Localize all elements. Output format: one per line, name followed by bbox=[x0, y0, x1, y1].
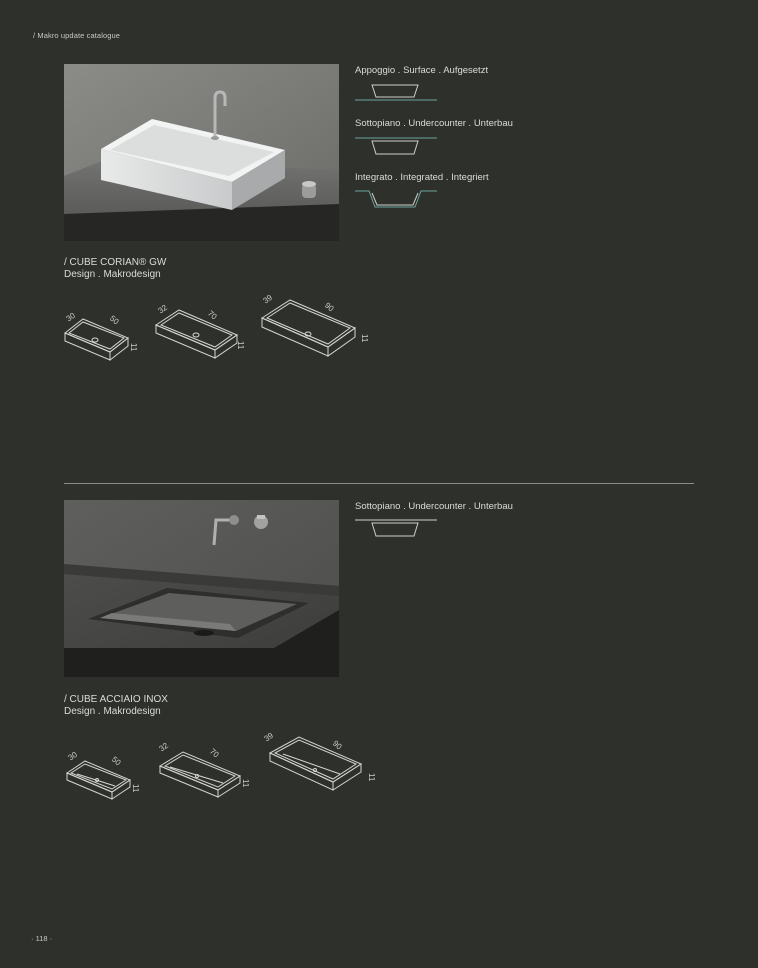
inox-dim-height-small: 11 bbox=[131, 784, 140, 793]
section-divider bbox=[64, 483, 694, 484]
dim-width-large: 90 bbox=[322, 300, 336, 314]
install-label-undercounter-2: Sottopiano . Undercounter . Unterbau bbox=[355, 501, 513, 512]
inox-size-drawing-large bbox=[270, 737, 361, 790]
corian-basin-photo bbox=[64, 64, 339, 241]
dim-depth-medium: 32 bbox=[156, 302, 169, 316]
dim-height-medium: 11 bbox=[236, 341, 245, 350]
product-designer-inox: Design . Makrodesign bbox=[64, 706, 161, 717]
inox-size-drawing-medium bbox=[160, 752, 240, 797]
inox-dim-depth-large: 39 bbox=[262, 730, 275, 744]
size-drawing-medium bbox=[156, 310, 237, 358]
dim-depth-large: 39 bbox=[261, 292, 274, 306]
undercounter-basin-icon bbox=[355, 135, 437, 157]
dim-width-small: 50 bbox=[107, 313, 121, 327]
size-drawing-small bbox=[65, 319, 128, 360]
dim-width-medium: 70 bbox=[205, 308, 219, 322]
undercounter-basin-icon bbox=[355, 517, 437, 539]
integrated-basin-icon bbox=[355, 188, 437, 210]
install-label-surface: Appoggio . Surface . Aufgesetzt bbox=[355, 65, 489, 76]
inox-dim-depth-small: 30 bbox=[66, 749, 79, 763]
install-label-undercounter: Sottopiano . Undercounter . Unterbau bbox=[355, 118, 513, 129]
running-head: / Makro update catalogue bbox=[33, 31, 121, 40]
inox-dim-width-large: 90 bbox=[330, 738, 344, 752]
inox-dim-width-small: 50 bbox=[109, 754, 123, 768]
size-drawing-large bbox=[262, 300, 355, 356]
dim-height-large: 11 bbox=[360, 334, 369, 343]
corian-size-drawings bbox=[55, 290, 385, 375]
product-title-inox: / CUBE ACCIAIO INOX bbox=[64, 694, 168, 705]
inox-dim-height-medium: 11 bbox=[241, 779, 250, 788]
product-designer-corian: Design . Makrodesign bbox=[64, 269, 161, 280]
page-number: · 118 · bbox=[31, 934, 53, 943]
install-label-integrated: Integrato . Integrated . Integriert bbox=[355, 172, 489, 183]
inox-dim-width-medium: 70 bbox=[207, 746, 221, 760]
inox-dim-height-large: 11 bbox=[367, 773, 376, 782]
inox-basin-photo bbox=[64, 500, 339, 677]
inox-size-drawings bbox=[55, 728, 385, 813]
product-title-corian: / CUBE CORIAN® GW bbox=[64, 257, 167, 268]
inox-dim-depth-medium: 32 bbox=[157, 740, 170, 754]
dim-height-small: 11 bbox=[129, 343, 138, 352]
surface-basin-icon bbox=[355, 81, 437, 103]
inox-size-drawing-small bbox=[67, 761, 130, 799]
dim-depth-small: 30 bbox=[64, 310, 77, 324]
